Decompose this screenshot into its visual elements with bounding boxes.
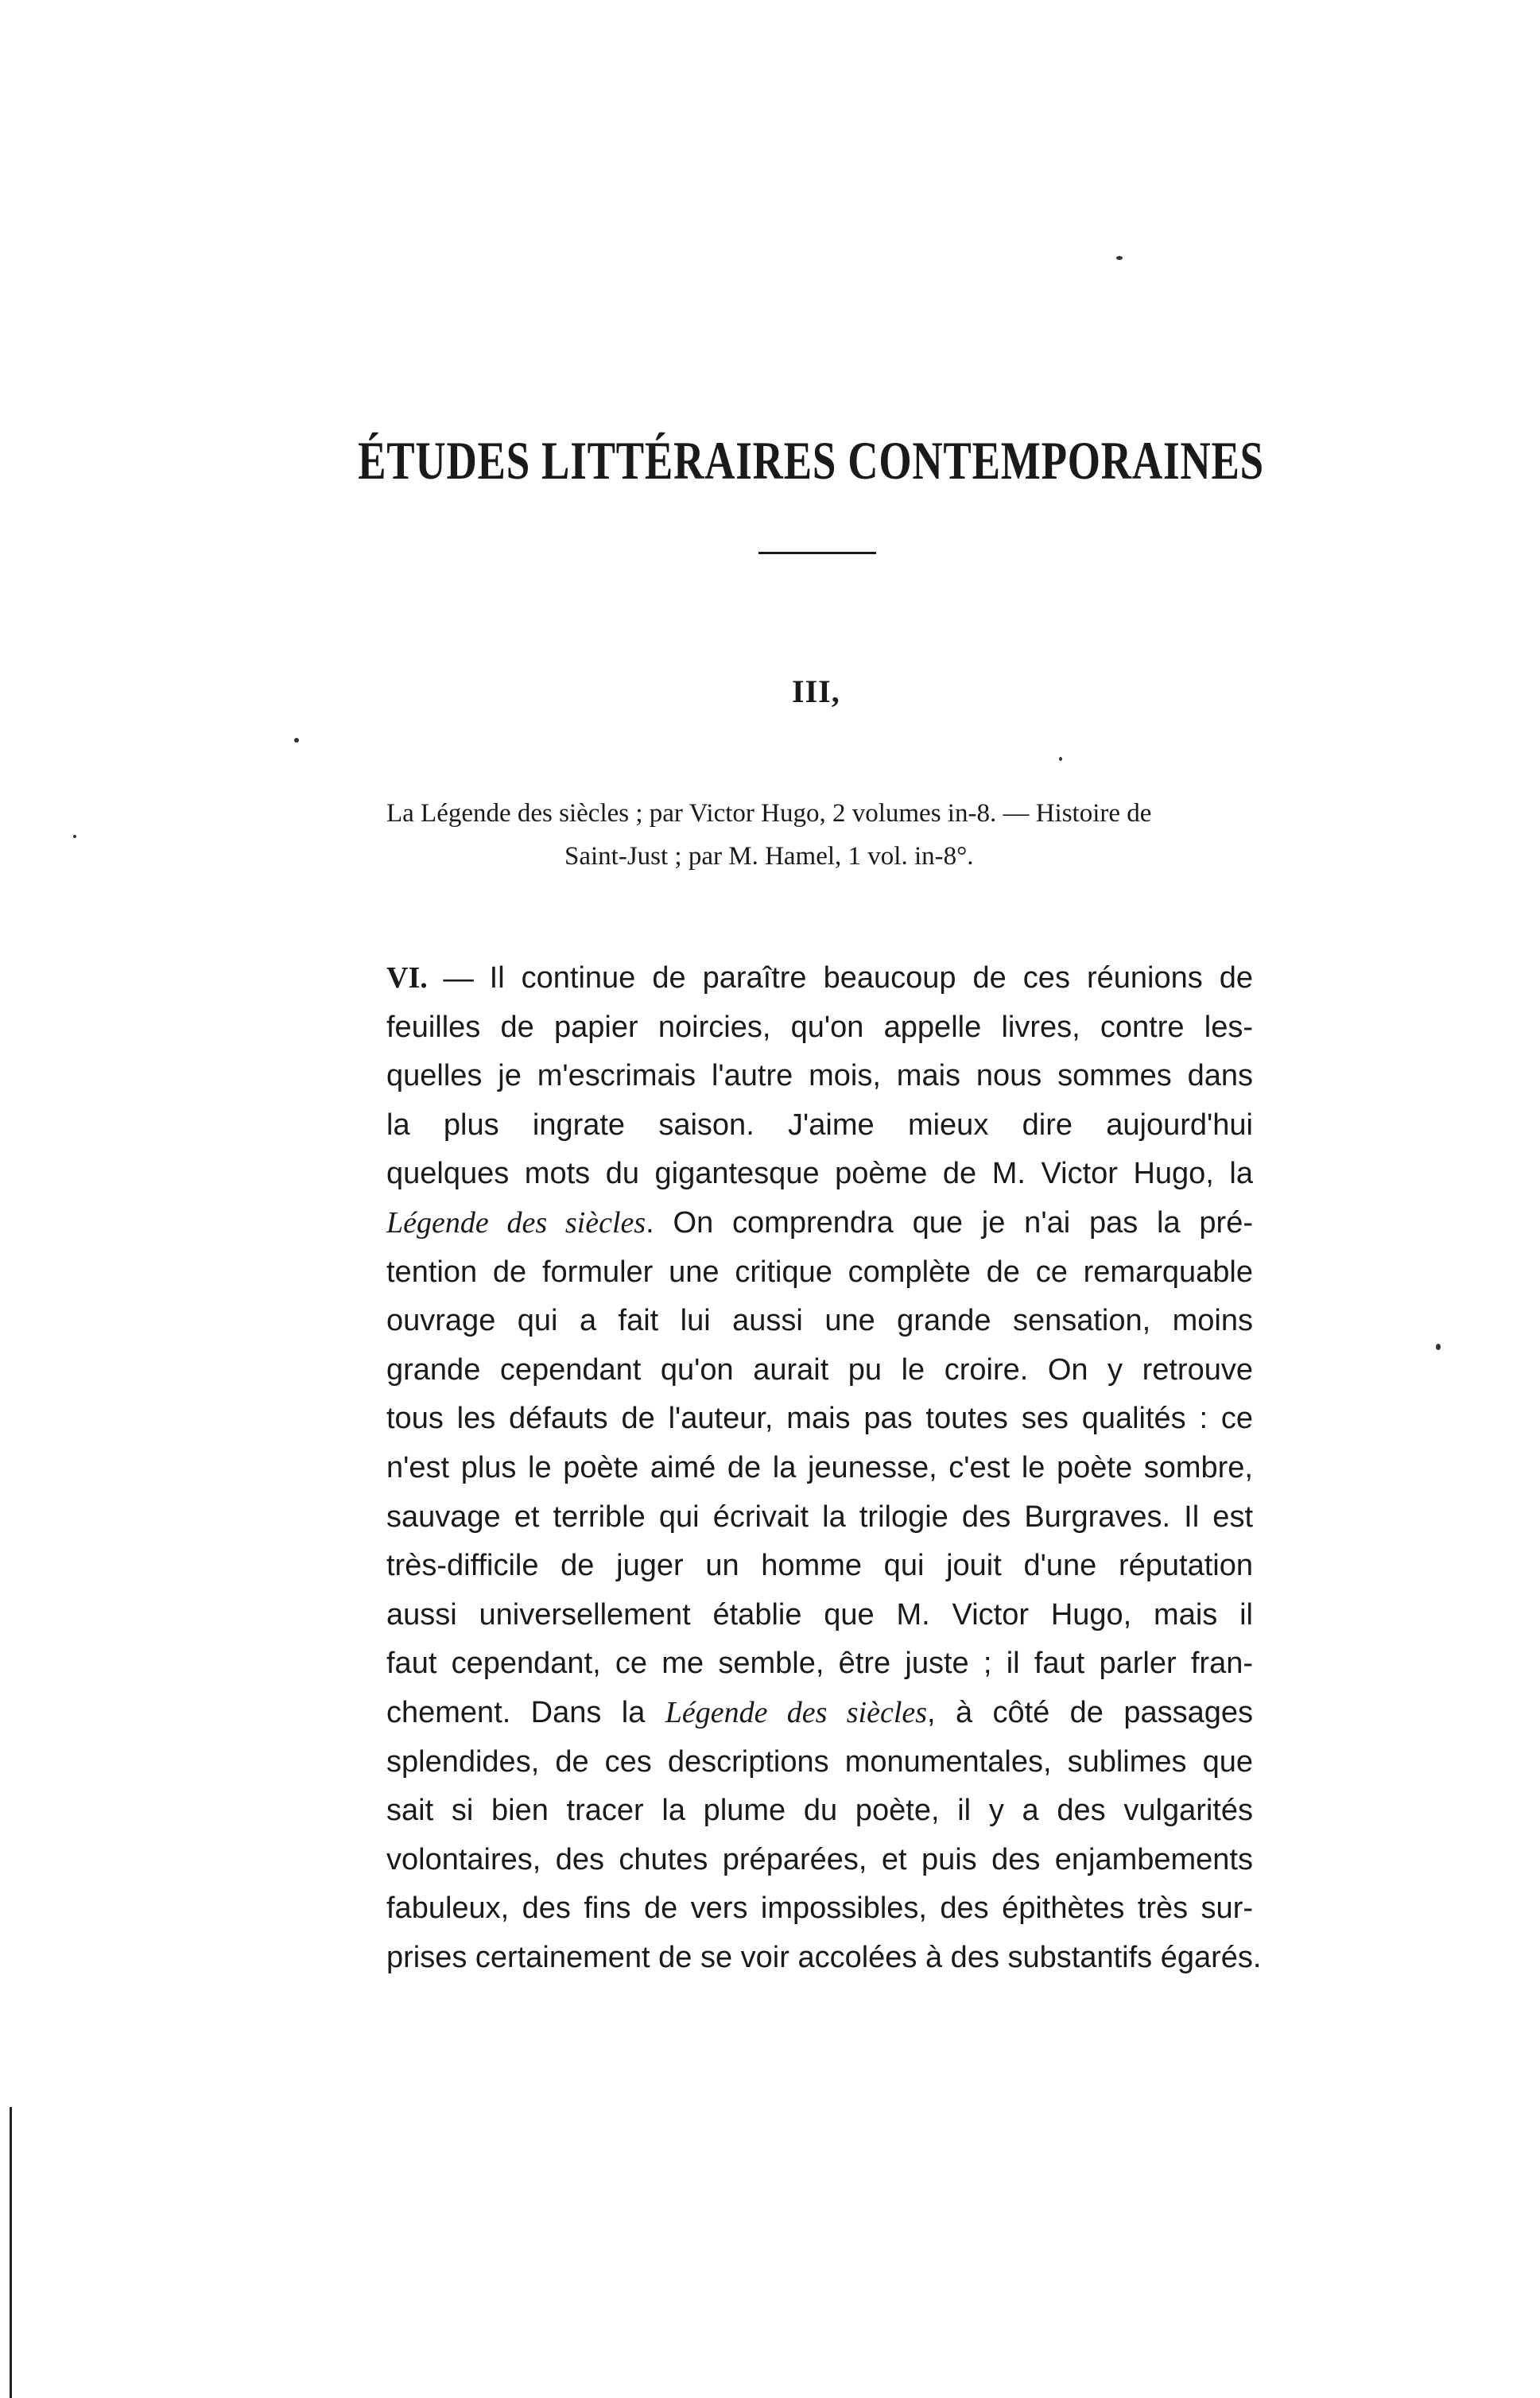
book-title-italic: Légende des siècles (665, 1695, 928, 1729)
paragraph-line: tention de formuler une critique complète de ce remarquable (386, 1255, 1253, 1289)
paragraph-line: fabuleux, des fins de vers impossibles, des épithètes très sur- (386, 1892, 1253, 1926)
paragraph-line: quelques mots du gigantesque poème de M. Victor Hugo, la (386, 1157, 1253, 1191)
paragraph-line: Légende des siècles. On comprendra que je n'ai pas la pré- (386, 1205, 1253, 1240)
paragraph-line: grande cependant qu'on aurait pu le croire. On y retrouve (386, 1352, 1253, 1387)
paragraph-line: faut cependant, ce me semble, être juste ; il faut parler fran- (386, 1647, 1253, 1681)
paragraph-line: la plus ingrate saison. J'aime mieux dire aujourd'hui (386, 1108, 1253, 1142)
paragraph-line: volontaires, des chutes préparées, et puis des enjambements (386, 1842, 1253, 1876)
body-paragraph (386, 954, 1262, 1982)
paragraph-line: quelles je m'escrimais l'autre mois, mais nous sommes dans (386, 1059, 1253, 1093)
paragraph-line: VI. — Il continue de paraître beaucoup de ces réunions de (386, 961, 1253, 995)
section-number: III, (792, 673, 840, 709)
title-rule (758, 552, 876, 554)
scan-speck (73, 835, 76, 838)
paragraph-line: prises certainement de se voir accolées à des substantifs égarés. (386, 1940, 1262, 1974)
scan-speck (1436, 1344, 1441, 1350)
page-title: ÉTUDES LITTÉRAIRES CONTEMPORAINES (358, 430, 1264, 491)
paragraph-line: sauvage et terrible qui écrivait la trilogie des Burgraves. Il est (386, 1500, 1253, 1534)
book-title-italic: Légende des siècles (386, 1205, 646, 1240)
chapter-subject (386, 792, 1285, 878)
subject-line-2: Saint-Just ; par M. Hamel, 1 vol. in-8°. (564, 842, 974, 871)
scan-speck (1059, 757, 1062, 761)
paragraph-line: tous les défauts de l'auteur, mais pas toutes ses qualités : ce (386, 1402, 1253, 1436)
paragraph-line: splendides, de ces descriptions monumentales, sublimes que (386, 1744, 1253, 1779)
paragraph-line: très-difficile de juger un homme qui jouit d'une réputation (386, 1549, 1253, 1583)
paragraph-line: chement. Dans la Légende des siècles, à côté de passages (386, 1695, 1253, 1729)
paragraph-line: feuilles de papier noircies, qu'on appelle livres, contre les- (386, 1010, 1253, 1044)
paragraph-lead: VI. — (386, 961, 490, 995)
subject-line-1: La Légende des siècles ; par Victor Hugo, 2 volumes in-8. — Histoire de (386, 799, 1152, 828)
paragraph-line: n'est plus le poète aimé de la jeunesse, c'est le poète sombre, (386, 1450, 1253, 1484)
paragraph-line: aussi universellement établie que M. Victor Hugo, mais il (386, 1597, 1253, 1632)
scan-speck (294, 738, 299, 743)
paragraph-line: sait si bien tracer la plume du poète, il y a des vulgarités (386, 1794, 1253, 1828)
paragraph-line: ouvrage qui a fait lui aussi une grande sensation, moins (386, 1304, 1253, 1338)
scan-speck (1116, 256, 1123, 260)
scan-margin-line (10, 2107, 12, 2398)
